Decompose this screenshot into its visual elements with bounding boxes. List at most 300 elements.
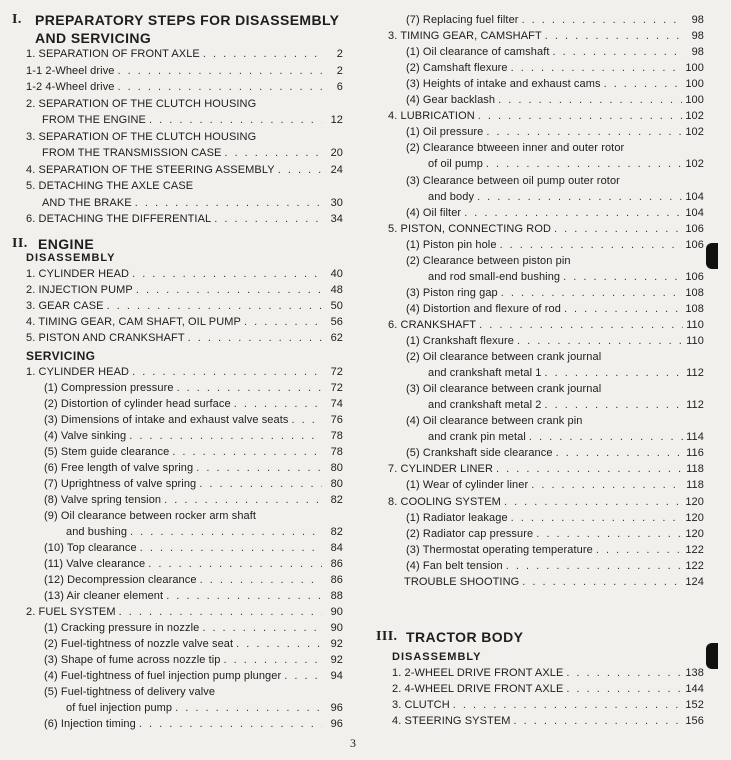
toc-entry-label: (3) Shape of fume across nozzle tip bbox=[44, 654, 221, 666]
toc-entry-label: 8. COOLING SYSTEM bbox=[388, 495, 501, 508]
toc-entry-page: 82 bbox=[330, 494, 343, 506]
toc-entry bbox=[44, 670, 343, 682]
toc-entry bbox=[406, 415, 704, 427]
leader-dots bbox=[175, 702, 322, 714]
toc-entry-page: 6 bbox=[336, 81, 343, 93]
toc-entry-label: (3) Piston ring gap bbox=[406, 286, 498, 299]
toc-entry-label: 5. DETACHING THE AXLE CASE bbox=[26, 180, 194, 192]
toc-entry bbox=[26, 300, 343, 312]
toc-entry bbox=[66, 526, 343, 538]
leader-dots bbox=[531, 479, 683, 491]
toc-entry bbox=[44, 494, 343, 506]
toc-entry-page: 94 bbox=[330, 670, 343, 682]
leader-dots bbox=[149, 114, 322, 126]
toc-entry-label: 4. STEERING SYSTEM bbox=[392, 715, 511, 727]
toc-entry bbox=[406, 479, 704, 491]
toc-entry bbox=[26, 366, 343, 378]
leader-dots bbox=[278, 164, 322, 176]
toc-entry bbox=[44, 430, 343, 442]
toc-entry-label: (1) Radiator leakage bbox=[406, 511, 508, 524]
toc-entry bbox=[428, 399, 704, 411]
toc-entry-label: 5. PISTON, CONNECTING ROD bbox=[388, 222, 552, 235]
toc-entry-label: (2) Oil clearance between crank journal bbox=[406, 351, 602, 364]
toc-entry bbox=[26, 98, 343, 110]
toc-entry bbox=[44, 382, 343, 394]
toc-entry-label: (3) Thermostat operating temperature bbox=[406, 543, 593, 556]
toc-entry-label: of fuel injection pump bbox=[66, 702, 173, 714]
toc-entry bbox=[44, 574, 343, 586]
toc-entry-page: 102 bbox=[685, 126, 704, 139]
toc-entry bbox=[44, 446, 343, 458]
toc-entry-label: (7) Uprightness of valve spring bbox=[44, 478, 197, 490]
toc-entry bbox=[26, 268, 343, 280]
leader-dots bbox=[107, 300, 322, 312]
toc-entry bbox=[406, 175, 704, 187]
toc-entry-label: (5) Crankshaft side clearance bbox=[406, 447, 553, 460]
toc-entry-page: 116 bbox=[686, 447, 704, 460]
leader-dots bbox=[136, 284, 322, 296]
toc-entry-page: 110 bbox=[686, 318, 704, 331]
toc-entry-page: 72 bbox=[330, 382, 343, 394]
toc-entry bbox=[392, 715, 704, 727]
leader-dots bbox=[118, 81, 322, 93]
toc-entry-label: (6) Injection timing bbox=[44, 718, 136, 730]
section-3-roman: III. bbox=[376, 629, 398, 644]
toc-entry bbox=[42, 147, 343, 159]
toc-entry-page: 40 bbox=[330, 268, 343, 280]
toc-entry bbox=[44, 558, 343, 570]
toc-entry-page: 122 bbox=[685, 543, 704, 556]
leader-dots bbox=[545, 30, 683, 42]
margin-tab-mark bbox=[706, 243, 718, 269]
toc-entry-page: 106 bbox=[685, 222, 704, 235]
toc-entry-page: 124 bbox=[685, 575, 704, 588]
toc-entry-label: (1) Compression pressure bbox=[44, 382, 174, 394]
leader-dots bbox=[478, 110, 683, 122]
toc-entry bbox=[388, 30, 704, 42]
toc-entry-page: 122 bbox=[685, 559, 704, 572]
leader-dots bbox=[196, 462, 322, 474]
toc-entry-page: 108 bbox=[685, 302, 704, 315]
toc-entry-label: (3) Heights of intake and exhaust cams bbox=[406, 78, 601, 91]
leader-dots bbox=[132, 366, 322, 378]
toc-entry-page: 100 bbox=[685, 78, 704, 91]
leader-dots bbox=[556, 447, 683, 459]
leader-dots bbox=[129, 430, 322, 442]
toc-entry-page: 120 bbox=[685, 511, 704, 524]
toc-entry bbox=[406, 560, 704, 572]
leader-dots bbox=[224, 147, 322, 159]
toc-entry-label: 2. 4-WHEEL DRIVE FRONT AXLE bbox=[392, 683, 564, 695]
leader-dots bbox=[498, 94, 682, 106]
toc-entry bbox=[406, 126, 704, 138]
toc-entry-label: and rod small-end bushing bbox=[428, 270, 561, 283]
section-3-title: TRACTOR BODY bbox=[406, 629, 524, 645]
leader-dots bbox=[224, 654, 322, 666]
section-1-title-line1: PREPARATORY STEPS FOR DISASSEMBLY bbox=[35, 12, 340, 28]
leader-dots bbox=[563, 271, 682, 283]
toc-entry-label: (4) Oil clearance between crank pin bbox=[406, 415, 583, 428]
toc-entry-page: 104 bbox=[685, 206, 704, 219]
toc-entry-page: 72 bbox=[330, 366, 343, 378]
toc-entry-page: 98 bbox=[691, 14, 704, 26]
toc-entry-page: 102 bbox=[685, 110, 704, 123]
toc-entry bbox=[42, 197, 343, 209]
leader-dots bbox=[200, 574, 322, 586]
toc-entry bbox=[406, 46, 704, 58]
toc-entry-label: (2) Fuel-tightness of nozzle valve seat bbox=[44, 638, 234, 650]
toc-entry-label: 1. CYLINDER HEAD bbox=[26, 366, 130, 378]
toc-entry-page: 88 bbox=[330, 590, 343, 602]
toc-entry-page: 110 bbox=[686, 335, 704, 347]
toc-entry bbox=[26, 48, 343, 60]
toc-entry bbox=[44, 462, 343, 474]
margin-tab-mark bbox=[706, 643, 718, 669]
toc-entry bbox=[406, 335, 704, 347]
toc-entry-label: (4) Fuel-tightness of fuel injection pump plunger bbox=[44, 670, 282, 682]
toc-entry-page: 2 bbox=[336, 48, 343, 60]
toc-entry bbox=[428, 191, 704, 203]
toc-entry-label: (2) Distortion of cylinder head surface bbox=[44, 398, 231, 410]
toc-entry bbox=[388, 110, 704, 122]
leader-dots bbox=[139, 718, 322, 730]
toc-entry bbox=[66, 702, 343, 714]
toc-entry-page: 144 bbox=[685, 683, 704, 695]
toc-entry-page: 120 bbox=[685, 527, 704, 540]
leader-dots bbox=[554, 223, 682, 235]
leader-dots bbox=[236, 638, 322, 650]
leader-dots bbox=[284, 670, 322, 682]
toc-entry-label: 4. SEPARATION OF THE STEERING ASSEMBLY bbox=[26, 163, 275, 176]
toc-entry bbox=[44, 478, 343, 490]
toc-entry bbox=[44, 414, 343, 426]
leader-dots bbox=[119, 606, 322, 618]
leader-dots bbox=[203, 48, 322, 60]
toc-entry-label: 2. INJECTION PUMP bbox=[26, 284, 133, 296]
toc-entry-page: 100 bbox=[685, 94, 704, 107]
toc-entry-label: 2. SEPARATION OF THE CLUTCH HOUSING bbox=[26, 97, 257, 110]
toc-entry-page: 62 bbox=[330, 332, 343, 344]
leader-dots bbox=[214, 213, 322, 225]
toc-entry bbox=[26, 606, 343, 618]
toc-entry bbox=[406, 14, 704, 26]
toc-entry-label: (2) Camshaft flexure bbox=[406, 62, 508, 75]
page-number: 3 bbox=[350, 736, 356, 750]
toc-entry-label: 4. TIMING GEAR, CAM SHAFT, OIL PUMP bbox=[26, 316, 241, 328]
toc-entry bbox=[44, 638, 343, 650]
toc-entry-page: 86 bbox=[330, 574, 343, 586]
toc-entry bbox=[406, 207, 704, 219]
toc-entry bbox=[44, 686, 343, 698]
toc-entry bbox=[44, 510, 343, 522]
toc-entry bbox=[26, 213, 343, 225]
leader-dots bbox=[135, 197, 322, 209]
leader-dots bbox=[514, 715, 683, 727]
leader-dots bbox=[202, 622, 322, 634]
leader-dots bbox=[501, 287, 683, 299]
toc-entry-label: 2. FUEL SYSTEM bbox=[26, 606, 116, 618]
toc-entry-page: 104 bbox=[685, 190, 704, 203]
leader-dots bbox=[244, 316, 322, 328]
toc-entry bbox=[406, 544, 704, 556]
toc-entry bbox=[392, 683, 704, 695]
leader-dots bbox=[544, 399, 683, 411]
leader-dots bbox=[564, 303, 682, 315]
toc-entry-page: 156 bbox=[685, 715, 704, 727]
toc-entry-page: 106 bbox=[685, 238, 704, 251]
toc-entry-label: (4) Fan belt tension bbox=[406, 559, 503, 572]
toc-entry bbox=[44, 590, 343, 602]
section-2-title: ENGINE bbox=[38, 236, 95, 252]
toc-entry-label: 1. SEPARATION OF FRONT AXLE bbox=[26, 48, 200, 60]
leader-dots bbox=[504, 496, 682, 508]
toc-entry-page: 82 bbox=[330, 526, 343, 538]
toc-entry bbox=[428, 158, 704, 170]
toc-entry-page: 90 bbox=[330, 606, 343, 618]
leader-dots bbox=[553, 46, 683, 58]
toc-entry-label: (3) Oil clearance between crank journal bbox=[406, 383, 602, 396]
toc-entry-label: FROM THE ENGINE bbox=[42, 114, 146, 126]
toc-entry-label: (8) Valve spring tension bbox=[44, 494, 162, 506]
toc-entry bbox=[26, 180, 343, 192]
toc-entry-label: (3) Dimensions of intake and exhaust valve seats bbox=[44, 414, 289, 426]
toc-entry bbox=[388, 496, 704, 508]
leader-dots bbox=[164, 494, 322, 506]
section-1-roman: I. bbox=[12, 12, 22, 27]
toc-entry-label: 1. 2-WHEEL DRIVE FRONT AXLE bbox=[392, 667, 564, 679]
toc-entry bbox=[406, 303, 704, 315]
toc-entry-page: 100 bbox=[685, 62, 704, 75]
toc-entry-page: 74 bbox=[330, 398, 343, 410]
leader-dots bbox=[177, 382, 322, 394]
toc-entry-page: 112 bbox=[686, 399, 704, 412]
toc-entry-label: 6. DETACHING THE DIFFERENTIAL bbox=[26, 213, 212, 225]
leader-dots bbox=[604, 78, 683, 90]
leader-dots bbox=[596, 544, 683, 556]
toc-entry-page: 152 bbox=[685, 699, 704, 711]
leader-dots bbox=[536, 528, 682, 540]
leader-dots bbox=[479, 319, 683, 331]
toc-entry-page: 98 bbox=[691, 30, 704, 43]
toc-entry bbox=[406, 255, 704, 267]
toc-entry-label: (9) Oil clearance between rocker arm shaft bbox=[44, 510, 257, 522]
toc-entry-label: (12) Decompression clearance bbox=[44, 574, 197, 586]
toc-entry bbox=[26, 65, 343, 77]
toc-entry-page: 76 bbox=[330, 414, 343, 426]
toc-entry-page: 112 bbox=[686, 367, 704, 380]
toc-entry-label: 6. CRANKSHAFT bbox=[388, 318, 477, 331]
toc-entry bbox=[406, 528, 704, 540]
toc-entry-label: (5) Fuel-tightness of delivery valve bbox=[44, 686, 216, 698]
toc-entry-page: 98 bbox=[691, 46, 704, 59]
toc-entry-page: 102 bbox=[685, 158, 704, 171]
toc-entry bbox=[26, 131, 343, 143]
toc-entry-page: 90 bbox=[330, 622, 343, 634]
leader-dots bbox=[130, 526, 322, 538]
toc-entry-page: 24 bbox=[330, 163, 343, 176]
toc-entry bbox=[406, 142, 704, 154]
leader-dots bbox=[166, 590, 322, 602]
toc-entry bbox=[26, 81, 343, 93]
leader-dots bbox=[506, 560, 683, 572]
leader-dots bbox=[566, 683, 682, 695]
leader-dots bbox=[118, 65, 322, 77]
toc-entry bbox=[428, 271, 704, 283]
toc-entry-label: 1-1 2-Wheel drive bbox=[26, 64, 115, 77]
toc-entry-page: 84 bbox=[330, 542, 343, 554]
toc-entry-page: 114 bbox=[686, 431, 704, 444]
toc-entry-page: 12 bbox=[330, 114, 343, 126]
toc-entry-label: FROM THE TRANSMISSION CASE bbox=[42, 147, 222, 159]
toc-entry-label: and bushing bbox=[66, 526, 128, 538]
toc-entry-label: 3. GEAR CASE bbox=[26, 300, 104, 312]
toc-entry bbox=[406, 94, 704, 106]
toc-entry bbox=[406, 62, 704, 74]
toc-entry-label: (10) Top clearance bbox=[44, 542, 137, 554]
toc-entry-label: (2) Clearance btweeen inner and outer rotor bbox=[406, 142, 625, 155]
toc-entry bbox=[388, 463, 704, 475]
leader-dots bbox=[511, 62, 683, 74]
toc-entry-label: 5. PISTON AND CRANKSHAFT bbox=[26, 332, 185, 344]
toc-entry bbox=[26, 284, 343, 296]
leader-dots bbox=[566, 667, 682, 679]
toc-entry-label: (1) Piston pin hole bbox=[406, 238, 497, 251]
toc-entry bbox=[428, 367, 704, 379]
leader-dots bbox=[517, 335, 683, 347]
toc-entry bbox=[44, 398, 343, 410]
toc-entry-label: and crankshaft metal 1 bbox=[428, 367, 542, 380]
toc-entry-label: (11) Valve clearance bbox=[44, 558, 146, 570]
toc-entry bbox=[428, 431, 704, 443]
leader-dots bbox=[453, 699, 683, 711]
leader-dots bbox=[511, 512, 683, 524]
leader-dots bbox=[529, 431, 683, 443]
toc-entry-label: AND THE BRAKE bbox=[42, 196, 132, 209]
leader-dots bbox=[522, 576, 682, 588]
leader-dots bbox=[496, 463, 683, 475]
servicing-heading: SERVICING bbox=[26, 349, 96, 363]
tractor-disassembly-heading: DISASSEMBLY bbox=[392, 651, 482, 663]
toc-entry-label: (13) Air cleaner element bbox=[44, 590, 164, 602]
leader-dots bbox=[477, 191, 682, 203]
toc-entry-page: 108 bbox=[685, 286, 704, 299]
toc-entry bbox=[406, 239, 704, 251]
toc-entry bbox=[406, 383, 704, 395]
toc-entry-label: TROUBLE SHOOTING bbox=[404, 575, 520, 588]
toc-entry-label: (1) Oil pressure bbox=[406, 126, 484, 139]
toc-entry-page: 50 bbox=[330, 300, 343, 312]
toc-entry-page: 138 bbox=[685, 667, 704, 679]
toc-entry bbox=[406, 447, 704, 459]
section-1-title-line2: AND SERVICING bbox=[35, 30, 152, 46]
toc-entry-label: 3. CLUTCH bbox=[392, 699, 450, 711]
toc-entry-label: 7. CYLINDER LINER bbox=[388, 463, 494, 476]
toc-entry-page: 86 bbox=[330, 558, 343, 570]
toc-entry-label: (1) Cracking pressure in nozzle bbox=[44, 622, 200, 634]
toc-entry-label: (2) Radiator cap pressure bbox=[406, 527, 534, 540]
toc-entry bbox=[44, 542, 343, 554]
toc-entry-label: 1. CYLINDER HEAD bbox=[26, 268, 130, 280]
toc-entry-page: 56 bbox=[330, 316, 343, 328]
leader-dots bbox=[188, 332, 322, 344]
toc-entry-label: 3. SEPARATION OF THE CLUTCH HOUSING bbox=[26, 130, 257, 143]
toc-entry-label: (5) Stem guide clearance bbox=[44, 446, 170, 458]
toc-entry-page: 92 bbox=[330, 638, 343, 650]
toc-entry bbox=[26, 316, 343, 328]
leader-dots bbox=[464, 207, 682, 219]
toc-entry-label: 1-2 4-Wheel drive bbox=[26, 81, 115, 93]
toc-entry bbox=[406, 512, 704, 524]
toc-entry bbox=[44, 654, 343, 666]
toc-entry-label: (2) Clearance between piston pin bbox=[406, 254, 571, 267]
toc-entry-label: (1) Oil clearance of camshaft bbox=[406, 46, 550, 59]
toc-entry-page: 80 bbox=[330, 462, 343, 474]
toc-entry-page: 92 bbox=[330, 654, 343, 666]
toc-entry-label: and crankshaft metal 2 bbox=[428, 399, 542, 412]
leader-dots bbox=[291, 414, 322, 426]
toc-entry-label: (1) Wear of cylinder liner bbox=[406, 479, 529, 492]
toc-entry-page: 96 bbox=[330, 702, 343, 714]
toc-entry bbox=[44, 718, 343, 730]
toc-entry bbox=[392, 667, 704, 679]
toc-entry-label: and crank pin metal bbox=[428, 431, 526, 444]
toc-entry bbox=[42, 114, 343, 126]
toc-entry bbox=[388, 223, 704, 235]
toc-entry-label: (4) Distortion and flexure of rod bbox=[406, 302, 561, 315]
toc-entry bbox=[404, 576, 704, 588]
toc-entry-label: (4) Valve sinking bbox=[44, 430, 127, 442]
leader-dots bbox=[234, 398, 322, 410]
leader-dots bbox=[199, 478, 322, 490]
toc-entry-page: 78 bbox=[330, 446, 343, 458]
toc-entry-label: (1) Crankshaft flexure bbox=[406, 335, 514, 347]
toc-entry-page: 80 bbox=[330, 478, 343, 490]
toc-entry-page: 118 bbox=[686, 463, 704, 476]
leader-dots bbox=[140, 542, 322, 554]
leader-dots bbox=[544, 367, 683, 379]
leader-dots bbox=[132, 268, 322, 280]
section-2-roman: II. bbox=[12, 236, 28, 251]
toc-entry bbox=[406, 287, 704, 299]
toc-entry-label: (6) Free length of valve spring bbox=[44, 462, 194, 474]
leader-dots bbox=[500, 239, 683, 251]
leader-dots bbox=[486, 126, 682, 138]
toc-entry-label: of oil pump bbox=[428, 158, 483, 171]
toc-entry-label: (4) Oil filter bbox=[406, 206, 462, 219]
toc-entry bbox=[392, 699, 704, 711]
toc-entry-page: 118 bbox=[686, 479, 704, 492]
leader-dots bbox=[522, 14, 683, 26]
leader-dots bbox=[172, 446, 322, 458]
toc-entry-page: 30 bbox=[330, 196, 343, 209]
toc-entry bbox=[406, 351, 704, 363]
toc-entry bbox=[388, 319, 704, 331]
disassembly-heading: DISASSEMBLY bbox=[26, 252, 116, 264]
toc-entry-label: (4) Gear backlash bbox=[406, 94, 496, 107]
toc-entry-label: (7) Replacing fuel filter bbox=[406, 14, 519, 26]
toc-entry-label: (3) Clearance between oil pump outer rotor bbox=[406, 174, 620, 187]
toc-entry bbox=[26, 164, 343, 176]
toc-entry-label: 3. TIMING GEAR, CAMSHAFT bbox=[388, 30, 542, 43]
toc-entry-page: 96 bbox=[330, 718, 343, 730]
toc-entry-page: 34 bbox=[330, 213, 343, 225]
toc-entry bbox=[26, 332, 343, 344]
toc-entry-page: 48 bbox=[330, 284, 343, 296]
toc-entry-page: 2 bbox=[336, 64, 343, 77]
toc-entry-page: 120 bbox=[685, 495, 704, 508]
toc-entry-page: 106 bbox=[685, 270, 704, 283]
leader-dots bbox=[148, 558, 322, 570]
